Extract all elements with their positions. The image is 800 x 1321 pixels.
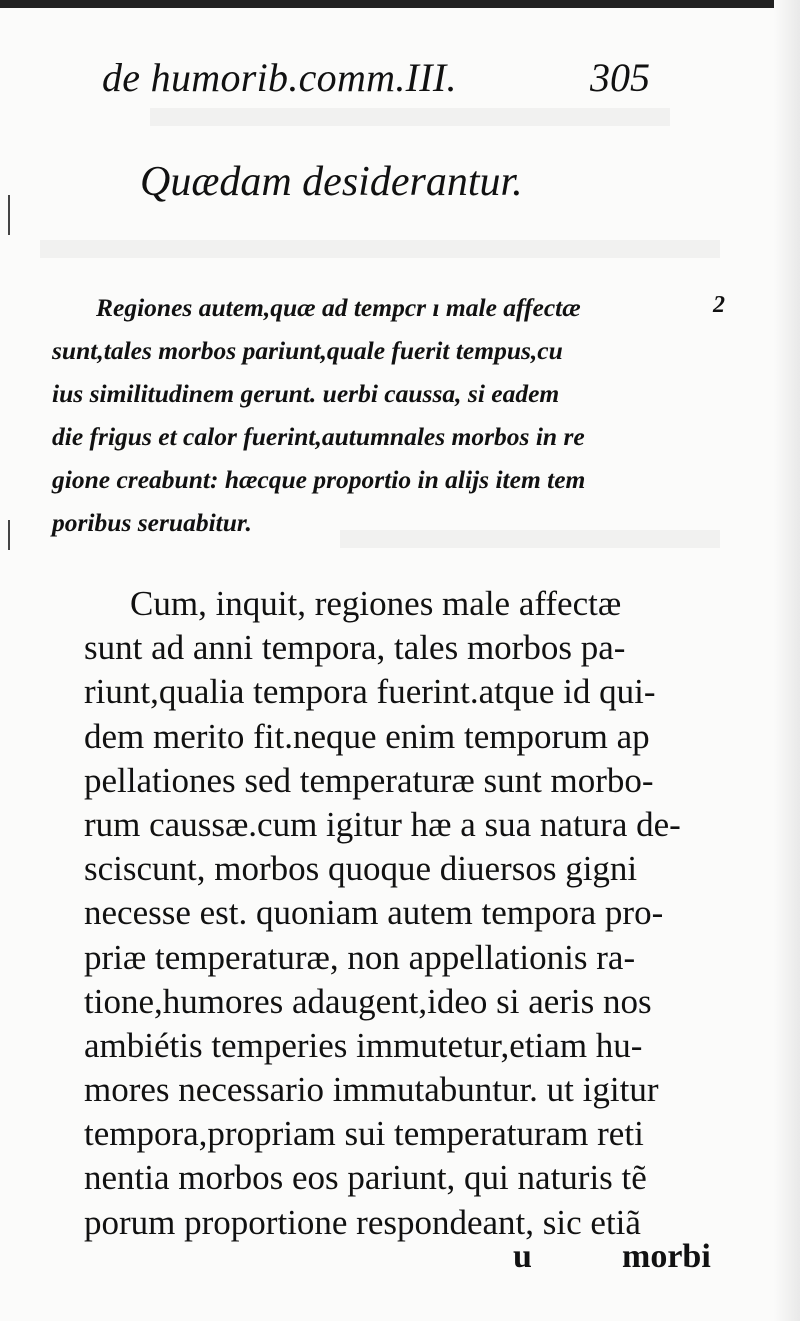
bleed-through-shadow [40,240,720,258]
bleed-through-shadow [150,108,670,126]
aphorism-line: ius similitudinem gerunt. uerbi caussa, si eadem [52,379,560,408]
page-number: 305 [590,55,650,100]
commentary-line: sunt ad anni tempora, tales morbos pa- [84,628,626,668]
aphorism-line: poribus seruabitur. [52,508,252,537]
commentary-line: pellationes sed temperaturæ sunt morbo- [84,760,654,800]
signature-mark: u [513,1238,532,1275]
commentary-line: porum proportione respondeant, sic etiã [84,1202,641,1242]
commentary-text [84,582,724,1245]
margin-numeral: 2 [713,292,725,318]
commentary-line: ambiétis temperies immutetur,etiam hu- [84,1025,643,1065]
section-heading: Quædam desiderantur. [140,159,523,205]
aphorism-line: gione creabunt: hæcque proportio in alijs item tem [52,465,586,494]
commentary-line: rum caussæ.cum igitur hæ a sua natura de- [84,804,681,844]
commentary-line: riunt,qualia tempora fuerint.atque id qui- [84,672,656,712]
aphorism-text [52,286,732,544]
margin-scan-mark [8,520,10,550]
commentary-line: nentia morbos eos pariunt, qui naturis tẽ [84,1158,647,1198]
page-gutter-shadow [774,0,800,1321]
commentary-line: dem merito fit.neque enim temporum ap [84,716,650,756]
commentary-line: necesse est. quoniam autem tempora pro- [84,893,664,933]
aphorism-line: die frigus et calor fuerint,autumnales morbos in re [52,422,585,451]
running-title: de humorib.comm.III. [102,55,457,100]
margin-scan-mark [8,195,10,235]
scan-top-edge [0,0,800,8]
commentary-line: sciscunt, morbos quoque diuersos gigni [84,849,638,889]
commentary-line: priæ temperaturæ, non appellationis ra- [84,937,636,977]
commentary-line: mores necessario immutabuntur. ut igitur [84,1070,659,1110]
commentary-line: tempora,propriam sui temperaturam reti [84,1114,644,1154]
commentary-line: Cum, inquit, regiones male affectæ [130,584,622,623]
commentary-line: tione,humores adaugent,ideo si aeris nos [84,981,652,1021]
aphorism-line: sunt,tales morbos pariunt,quale fuerit tempus,cu [52,336,563,365]
catchword: morbi [622,1238,711,1275]
aphorism-line: Regiones autem,quæ ad tempcr ı male affectæ [96,293,581,322]
